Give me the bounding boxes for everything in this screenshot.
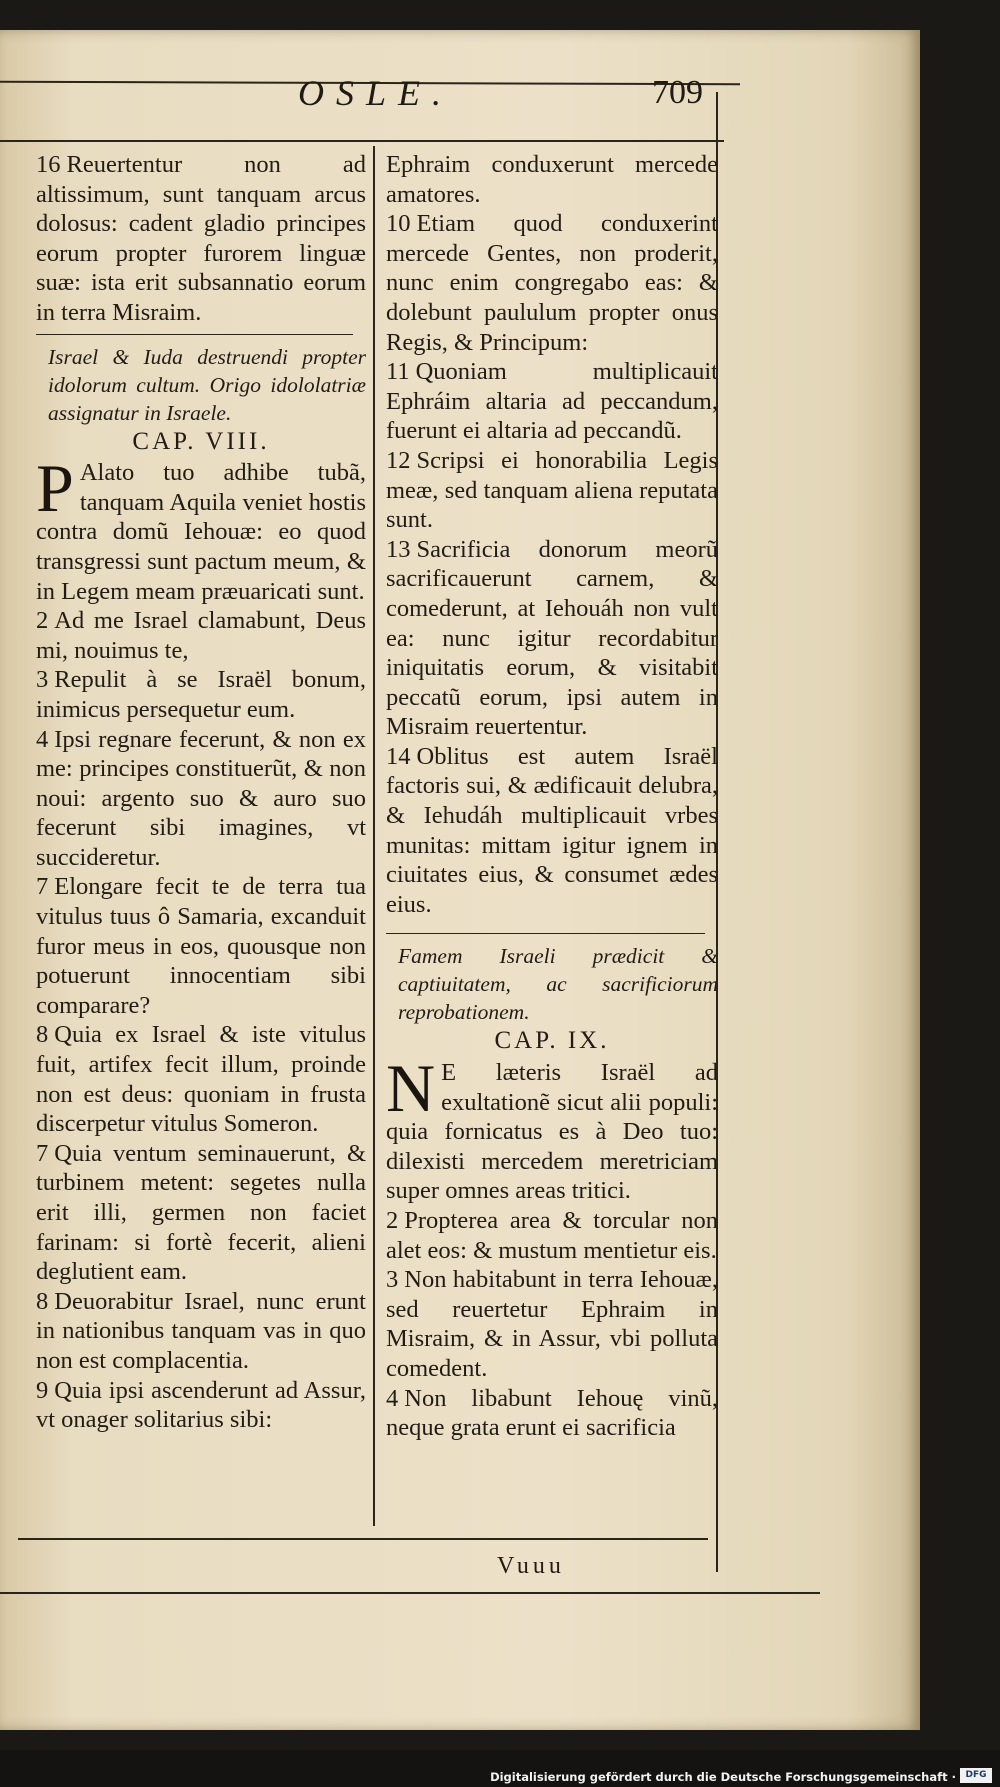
verse-text: Elongare fecit te de terra tua vitulus tuus ô Samaria, excanduit furor meus in eos, quousque non potuerunt innocentiam sibi comparare? — [36, 873, 366, 1019]
verse — [36, 1020, 366, 1138]
chapter-summary: Famem Israeli prædicit & captiuitatem, ac sacrificiorum reprobationem. — [398, 944, 718, 1025]
verse-number: 13 — [386, 535, 411, 563]
chapter-heading: CAP. IX. — [494, 1027, 610, 1055]
verse-text: Repulit à se Israël bonum, inimicus persequetur eum. — [36, 666, 366, 723]
verse-number: 10 — [386, 210, 411, 238]
verse-text: Etiam quod conduxerint mercede Gentes, non proderit, nunc enim congregabo eas: & dolebunt paululum propter onus Regis, & Principum: — [386, 210, 718, 356]
verse-text: Propterea area & torcular non alet eos: & mustum mentietur eis. — [386, 1207, 718, 1264]
verse — [36, 665, 366, 724]
running-title: OSLE. — [298, 73, 454, 113]
verse-number: 4 — [36, 725, 49, 753]
dfg-logo: DFG — [960, 1768, 992, 1783]
verse-number: 11 — [386, 358, 410, 386]
verse — [386, 209, 718, 357]
verse — [36, 1139, 366, 1287]
verse-number: 7 — [36, 873, 49, 901]
verse-text: Sacrificia donorum meorũ sacrificauerunt carnem, & comederunt, at Iehouáh non vult ea: nunc igitur recordabitur iniquitatis eorum, & visitabit peccatũ eorum, ipsi autem in Misraim reuertentur. — [386, 535, 718, 741]
verse-number: 16 — [36, 151, 61, 178]
verse-text: Reuertentur non ad altissimum, sunt tanquam arcus dolosus: cadent gladio principes eorum propter furorem linguæ suæ: ista erit subsannatio eorum in terra Misraim. — [36, 151, 366, 326]
verse-number: 8 — [36, 1287, 49, 1315]
verse — [386, 1384, 718, 1443]
page-header — [0, 62, 740, 132]
chapter-heading: CAP. VIII. — [132, 427, 270, 455]
verse-text: Scripsi ei honorabilia Legis meæ, sed tanquam aliena reputata sunt. — [386, 446, 718, 534]
verse — [36, 1376, 366, 1435]
verse-number: 4 — [386, 1384, 399, 1412]
verse — [386, 446, 718, 535]
verse-text: Quia ventum seminauerunt, & turbinem metent: segetes nulla erit illi, germen non faciet farinam: si fortè fecerit, alieni deglutient eam. — [36, 1139, 366, 1286]
verse-text: Oblitus est autem Israël factoris sui, & ædificauit delubra, & Iehudáh multiplicauit vrbes munitas: mittam igitur ignem in ciuitates eius, & consumet ædes eius. — [386, 742, 718, 918]
bottom-rule — [18, 1538, 708, 1540]
verse — [386, 1265, 718, 1383]
verse — [36, 725, 366, 873]
page-number: 709 — [652, 74, 703, 111]
header-rule — [0, 140, 724, 142]
funding-note: Digitalisierung gefördert durch die Deutsche Forschungsgemeinschaft · — [490, 1770, 956, 1784]
verse-16 — [36, 150, 366, 328]
verse — [36, 606, 366, 665]
verse-number: 2 — [36, 607, 49, 635]
verse-1 — [386, 1050, 718, 1206]
verse-number: 9 — [36, 1376, 49, 1404]
verse-1 — [36, 450, 366, 606]
verse-text: Non libabunt Iehouę vinũ, neque grata erunt ei sacrificia — [386, 1384, 718, 1442]
footer-rule — [0, 1592, 820, 1594]
center-rule — [373, 146, 375, 1526]
drop-cap: P — [36, 450, 74, 527]
chapter-summary: Israel & Iuda destruendi propter idolorum cultum. Origo idololatriæ assignatur in Israele. — [48, 344, 366, 425]
verse — [36, 1287, 366, 1376]
verse-number: 8 — [36, 1021, 49, 1049]
drop-cap: N — [386, 1050, 436, 1127]
signature-mark: Vuuu — [497, 1553, 565, 1579]
verse-continuation: Ephraim conduxerunt mercede amatores. — [386, 151, 718, 208]
right-column — [386, 150, 718, 1443]
verse — [386, 357, 718, 446]
verse-text: Ipsi regnare fecerunt, & non ex me: principes constituerũt, & non noui: argento suo & auro suo fecerunt sibi imagines, vt succideretur. — [36, 725, 366, 871]
verse-number: 3 — [386, 1266, 399, 1294]
separator — [386, 933, 705, 934]
verse-number: 14 — [386, 742, 411, 770]
verse-number: 3 — [36, 666, 49, 694]
verse — [36, 872, 366, 1020]
verse-number: 7 — [36, 1139, 49, 1167]
verse — [386, 1206, 718, 1265]
verse-text: Quia ex Israel & iste vitulus fuit, artifex fecit illum, proinde non est deus: quoniam in frusta discerpetur vitulus Someron. — [36, 1021, 366, 1138]
verse — [386, 535, 718, 742]
verse-text: E læteris Israël ad exultationẽ sicut alii populi: quia fornicatus es à Deo tuo: dilexisti mercedem meretriciam super omnes areas tritici. — [386, 1059, 718, 1205]
verse-text: Quia ipsi ascenderunt ad Assur, vt onager solitarius sibi: — [36, 1376, 366, 1434]
verse — [386, 742, 718, 920]
left-column — [36, 150, 366, 1435]
verse-text: Deuorabitur Israel, nunc erunt in nationibus tanquam vas in quo non est complacentia. — [36, 1287, 366, 1374]
verse-number: 12 — [386, 446, 411, 474]
verse-number: 2 — [386, 1207, 399, 1234]
verse-text: Alato tuo adhibe tubã, tanquam Aquila veniet hostis contra domũ Iehouæ: eo quod transgressi sunt pactum meum, & in Legem meam præuaricati sunt. — [36, 459, 366, 605]
verse-text: Ad me Israel clamabunt, Deus mi, nouimus te, — [36, 607, 366, 664]
verse-text: Quoniam multiplicauit Ephráim altaria ad peccandum, fuerunt ei altaria ad peccandũ. — [386, 358, 718, 445]
separator — [36, 334, 353, 335]
verse-text: Non habitabunt in terra Iehouæ, sed reuertetur Ephraim in Misraim, & in Assur, vbi polluta comedent. — [386, 1266, 718, 1382]
